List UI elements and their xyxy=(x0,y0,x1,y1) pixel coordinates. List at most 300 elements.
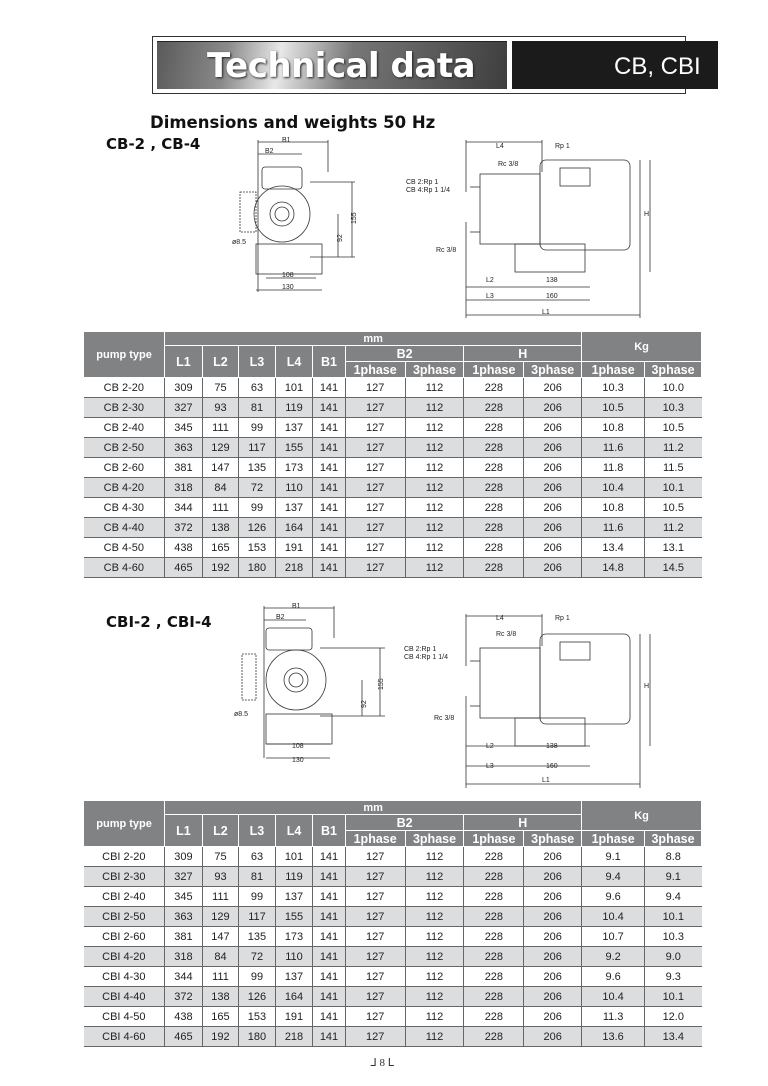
rp1-label: Rp 1 xyxy=(555,143,570,150)
cell-l4: 191 xyxy=(275,1007,313,1027)
cell-l3: 126 xyxy=(239,518,276,538)
cell-l4: 137 xyxy=(275,967,313,987)
cell-l1: 327 xyxy=(165,398,203,418)
cell-l1: 438 xyxy=(165,1007,203,1027)
cell-kg-1phase: 13.6 xyxy=(582,1027,645,1047)
col-kg-3phase: 3phase xyxy=(645,362,702,378)
cell-h-3phase: 206 xyxy=(524,538,582,558)
cell-pump-type: CB 2-30 xyxy=(84,398,165,418)
cell-b2-3phase: 112 xyxy=(405,1007,464,1027)
cell-b2-1phase: 127 xyxy=(345,1027,405,1047)
dim-h-label: H xyxy=(644,683,650,690)
cell-kg-1phase: 11.6 xyxy=(582,438,645,458)
cell-kg-1phase: 10.4 xyxy=(582,478,645,498)
cell-l3: 117 xyxy=(239,907,276,927)
cell-l2: 84 xyxy=(202,478,239,498)
cell-h-1phase: 228 xyxy=(464,907,524,927)
cell-b1: 141 xyxy=(313,867,345,887)
cell-h-3phase: 206 xyxy=(524,378,582,398)
table-row xyxy=(84,418,702,438)
cell-h-3phase: 206 xyxy=(524,498,582,518)
page-number: ᒧ 8 ᒪ xyxy=(370,1057,394,1069)
cell-l1: 344 xyxy=(165,967,203,987)
cell-b2-1phase: 127 xyxy=(345,418,405,438)
dim-h-label: H xyxy=(644,211,650,218)
cell-kg-3phase: 10.1 xyxy=(645,987,702,1007)
col-h-3phase: 3phase xyxy=(524,831,582,847)
cell-l4: 173 xyxy=(275,927,313,947)
cell-l4: 137 xyxy=(275,418,313,438)
col-l4: L4 xyxy=(275,815,313,847)
cell-l2: 111 xyxy=(202,887,239,907)
cell-h-1phase: 228 xyxy=(464,538,524,558)
cell-kg-3phase: 10.5 xyxy=(645,418,702,438)
dim-b2-label: B2 xyxy=(276,614,285,621)
cell-b2-1phase: 127 xyxy=(345,518,405,538)
table-row xyxy=(84,967,702,987)
col-kg-1phase: 1phase xyxy=(582,362,645,378)
cell-l1: 318 xyxy=(165,478,203,498)
rc38-top-label: Rc 3/8 xyxy=(496,631,517,638)
group-title-cb: CB-2 , CB-4 xyxy=(106,135,201,153)
cell-b1: 141 xyxy=(313,967,345,987)
cell-l4: 191 xyxy=(275,538,313,558)
dim-l1-label: L1 xyxy=(542,309,550,316)
cell-b1: 141 xyxy=(313,927,345,947)
cell-b1: 141 xyxy=(313,558,345,578)
col-b2-3phase: 3phase xyxy=(405,831,464,847)
table-row xyxy=(84,518,702,538)
dim-85-label: ø8.5 xyxy=(234,711,249,718)
cell-kg-3phase: 11.5 xyxy=(645,458,702,478)
table-row xyxy=(84,558,702,578)
dim-108-label: 108 xyxy=(292,743,304,750)
cell-l1: 318 xyxy=(165,947,203,967)
cell-b2-3phase: 112 xyxy=(405,558,464,578)
cell-h-1phase: 228 xyxy=(464,558,524,578)
col-pump-type: pump type xyxy=(84,332,165,378)
cell-kg-3phase: 9.1 xyxy=(645,867,702,887)
cell-l4: 218 xyxy=(275,1027,313,1047)
cell-kg-3phase: 10.5 xyxy=(645,498,702,518)
cell-l2: 147 xyxy=(202,927,239,947)
table-row xyxy=(84,907,702,927)
table-row xyxy=(84,927,702,947)
cell-b2-3phase: 112 xyxy=(405,847,464,867)
col-h-1phase: 1phase xyxy=(464,831,524,847)
cell-h-3phase: 206 xyxy=(524,927,582,947)
cell-l4: 110 xyxy=(275,478,313,498)
cell-b1: 141 xyxy=(313,1027,345,1047)
col-h-3phase: 3phase xyxy=(524,362,582,378)
table-row xyxy=(84,498,702,518)
cell-b2-1phase: 127 xyxy=(345,398,405,418)
table-row xyxy=(84,867,702,887)
table-row xyxy=(84,1027,702,1047)
rc38-bottom-label: Rc 3/8 xyxy=(436,247,457,254)
table-row xyxy=(84,378,702,398)
dim-155-label: 155 xyxy=(378,678,385,690)
cell-b2-1phase: 127 xyxy=(345,887,405,907)
cell-l4: 137 xyxy=(275,498,313,518)
dim-l2-label: L2 xyxy=(486,277,494,284)
col-kg: Kg xyxy=(582,332,702,362)
cell-pump-type: CB 4-40 xyxy=(84,518,165,538)
table-row xyxy=(84,887,702,907)
conn-cb2-label: CB 2:Rp 1 xyxy=(406,179,439,186)
cell-l2: 147 xyxy=(202,458,239,478)
dimensions-table-cbi xyxy=(83,800,702,1047)
cell-h-1phase: 228 xyxy=(464,987,524,1007)
cell-l2: 192 xyxy=(202,558,239,578)
cell-l4: 218 xyxy=(275,558,313,578)
cell-l3: 135 xyxy=(239,927,276,947)
cell-l3: 63 xyxy=(239,378,276,398)
cell-l2: 165 xyxy=(202,538,239,558)
col-b1: B1 xyxy=(313,346,345,378)
cell-kg-3phase: 10.3 xyxy=(645,398,702,418)
cell-h-1phase: 228 xyxy=(464,887,524,907)
dim-160-label: 160 xyxy=(546,293,558,300)
cell-b1: 141 xyxy=(313,947,345,967)
cell-b1: 141 xyxy=(313,887,345,907)
cell-b2-1phase: 127 xyxy=(345,458,405,478)
cell-kg-3phase: 11.2 xyxy=(645,438,702,458)
col-pump-type: pump type xyxy=(84,801,165,847)
cell-h-3phase: 206 xyxy=(524,987,582,1007)
cell-h-3phase: 206 xyxy=(524,1007,582,1027)
cell-l4: 137 xyxy=(275,887,313,907)
cell-h-3phase: 206 xyxy=(524,418,582,438)
cell-l1: 465 xyxy=(165,558,203,578)
cell-kg-3phase: 12.0 xyxy=(645,1007,702,1027)
cell-kg-3phase: 9.3 xyxy=(645,967,702,987)
col-b2: B2 xyxy=(345,815,464,831)
cell-h-3phase: 206 xyxy=(524,398,582,418)
cell-l1: 345 xyxy=(165,418,203,438)
cell-l3: 99 xyxy=(239,498,276,518)
cell-b2-1phase: 127 xyxy=(345,538,405,558)
group-title-cbi: CBI-2 , CBI-4 xyxy=(106,613,212,631)
cell-kg-3phase: 10.0 xyxy=(645,378,702,398)
cell-b2-3phase: 112 xyxy=(405,887,464,907)
cell-b2-1phase: 127 xyxy=(345,378,405,398)
cell-b2-1phase: 127 xyxy=(345,967,405,987)
col-b2-3phase: 3phase xyxy=(405,362,464,378)
cell-l3: 135 xyxy=(239,458,276,478)
table-row xyxy=(84,438,702,458)
table-row xyxy=(84,987,702,1007)
dim-108-label: 108 xyxy=(282,272,294,279)
cell-h-3phase: 206 xyxy=(524,867,582,887)
cell-l3: 117 xyxy=(239,438,276,458)
cell-l1: 327 xyxy=(165,867,203,887)
cell-kg-3phase: 9.0 xyxy=(645,947,702,967)
cell-h-1phase: 228 xyxy=(464,1027,524,1047)
dim-130-label: 130 xyxy=(292,757,304,764)
cell-kg-1phase: 9.6 xyxy=(582,887,645,907)
cell-b2-1phase: 127 xyxy=(345,867,405,887)
cell-pump-type: CBI 4-40 xyxy=(84,987,165,1007)
cell-l1: 345 xyxy=(165,887,203,907)
cell-h-1phase: 228 xyxy=(464,478,524,498)
cell-l2: 192 xyxy=(202,1027,239,1047)
dim-160-label: 160 xyxy=(546,763,558,770)
cell-l2: 111 xyxy=(202,498,239,518)
cell-kg-3phase: 8.8 xyxy=(645,847,702,867)
dim-92-label: 92 xyxy=(361,700,368,708)
cell-l1: 465 xyxy=(165,1027,203,1047)
conn-cb4-label: CB 4:Rp 1 1/4 xyxy=(404,654,448,661)
cell-pump-type: CB 2-60 xyxy=(84,458,165,478)
cell-h-1phase: 228 xyxy=(464,1007,524,1027)
cell-b2-3phase: 112 xyxy=(405,1027,464,1047)
cell-l1: 372 xyxy=(165,987,203,1007)
cell-l3: 72 xyxy=(239,478,276,498)
rc38-bottom-label: Rc 3/8 xyxy=(434,715,455,722)
table-row xyxy=(84,847,702,867)
rp1-label: Rp 1 xyxy=(555,615,570,622)
cell-kg-1phase: 9.6 xyxy=(582,967,645,987)
cell-kg-3phase: 13.1 xyxy=(645,538,702,558)
cell-b1: 141 xyxy=(313,398,345,418)
cell-h-1phase: 228 xyxy=(464,967,524,987)
cell-h-3phase: 206 xyxy=(524,887,582,907)
dim-l2-label: L2 xyxy=(486,743,494,750)
cell-pump-type: CBI 2-20 xyxy=(84,847,165,867)
cell-kg-3phase: 13.4 xyxy=(645,1027,702,1047)
cell-kg-3phase: 10.1 xyxy=(645,907,702,927)
cell-pump-type: CBI 2-60 xyxy=(84,927,165,947)
front-view-drawing-cbi xyxy=(220,598,390,768)
cell-pump-type: CB 4-30 xyxy=(84,498,165,518)
cell-b2-3phase: 112 xyxy=(405,398,464,418)
side-view-drawing-cb xyxy=(400,132,670,322)
col-mm: mm xyxy=(165,332,582,346)
cell-b1: 141 xyxy=(313,847,345,867)
cell-l2: 138 xyxy=(202,518,239,538)
dim-l1-label: L1 xyxy=(542,777,550,784)
cell-h-1phase: 228 xyxy=(464,518,524,538)
cell-kg-1phase: 9.4 xyxy=(582,867,645,887)
cell-pump-type: CBI 4-60 xyxy=(84,1027,165,1047)
cell-kg-1phase: 13.4 xyxy=(582,538,645,558)
cell-l3: 72 xyxy=(239,947,276,967)
cell-pump-type: CBI 2-40 xyxy=(84,887,165,907)
dim-l4-label: L4 xyxy=(496,615,504,622)
cell-b2-3phase: 112 xyxy=(405,967,464,987)
cell-b2-3phase: 112 xyxy=(405,947,464,967)
cell-kg-1phase: 10.4 xyxy=(582,907,645,927)
cell-b2-3phase: 112 xyxy=(405,378,464,398)
cell-l1: 344 xyxy=(165,498,203,518)
col-l1: L1 xyxy=(165,346,203,378)
cell-l4: 173 xyxy=(275,458,313,478)
cell-kg-3phase: 14.5 xyxy=(645,558,702,578)
cell-b2-3phase: 112 xyxy=(405,867,464,887)
cell-h-3phase: 206 xyxy=(524,458,582,478)
cell-b1: 141 xyxy=(313,438,345,458)
col-l1: L1 xyxy=(165,815,203,847)
table-body-cbi xyxy=(84,847,702,1047)
dim-92-label: 92 xyxy=(337,234,344,242)
page-title: Technical data xyxy=(207,46,476,86)
col-l2: L2 xyxy=(202,346,239,378)
cell-pump-type: CBI 4-20 xyxy=(84,947,165,967)
cell-b2-3phase: 112 xyxy=(405,538,464,558)
cell-b2-3phase: 112 xyxy=(405,418,464,438)
cell-l3: 81 xyxy=(239,867,276,887)
cell-b2-3phase: 112 xyxy=(405,458,464,478)
cell-kg-1phase: 14.8 xyxy=(582,558,645,578)
cell-b1: 141 xyxy=(313,987,345,1007)
cell-h-1phase: 228 xyxy=(464,867,524,887)
cell-pump-type: CBI 4-50 xyxy=(84,1007,165,1027)
cell-b2-1phase: 127 xyxy=(345,907,405,927)
table-row xyxy=(84,538,702,558)
cell-l4: 164 xyxy=(275,518,313,538)
cell-l4: 101 xyxy=(275,847,313,867)
cell-l4: 110 xyxy=(275,947,313,967)
table-row xyxy=(84,478,702,498)
side-view-drawing-cbi xyxy=(400,606,670,791)
cell-kg-1phase: 10.3 xyxy=(582,378,645,398)
rc38-top-label: Rc 3/8 xyxy=(498,161,519,168)
cell-kg-3phase: 10.1 xyxy=(645,478,702,498)
cell-l3: 153 xyxy=(239,538,276,558)
cell-kg-1phase: 11.6 xyxy=(582,518,645,538)
col-l4: L4 xyxy=(275,346,313,378)
cell-b2-1phase: 127 xyxy=(345,478,405,498)
cell-b2-1phase: 127 xyxy=(345,558,405,578)
cell-kg-1phase: 11.8 xyxy=(582,458,645,478)
cell-l1: 381 xyxy=(165,458,203,478)
cell-l2: 75 xyxy=(202,378,239,398)
cell-b1: 141 xyxy=(313,538,345,558)
cell-pump-type: CBI 2-30 xyxy=(84,867,165,887)
table-row xyxy=(84,398,702,418)
cell-b1: 141 xyxy=(313,518,345,538)
cell-l3: 99 xyxy=(239,967,276,987)
table-body-cb xyxy=(84,378,702,578)
cell-kg-1phase: 10.8 xyxy=(582,418,645,438)
cell-l2: 93 xyxy=(202,867,239,887)
dim-155-label: 155 xyxy=(351,212,358,224)
cell-l1: 309 xyxy=(165,378,203,398)
cell-b1: 141 xyxy=(313,1007,345,1027)
cell-l3: 180 xyxy=(239,558,276,578)
cell-b1: 141 xyxy=(313,378,345,398)
cell-b2-3phase: 112 xyxy=(405,927,464,947)
dim-130-label: 130 xyxy=(282,284,294,291)
col-l3: L3 xyxy=(239,346,276,378)
cell-b1: 141 xyxy=(313,458,345,478)
cell-l2: 138 xyxy=(202,987,239,1007)
dim-l4-label: L4 xyxy=(496,143,504,150)
cell-kg-1phase: 9.1 xyxy=(582,847,645,867)
cell-b1: 141 xyxy=(313,418,345,438)
cell-l2: 129 xyxy=(202,438,239,458)
cell-kg-1phase: 10.4 xyxy=(582,987,645,1007)
front-view-drawing-cb xyxy=(220,132,370,297)
cell-b2-1phase: 127 xyxy=(345,927,405,947)
table-row xyxy=(84,1007,702,1027)
cell-b2-1phase: 127 xyxy=(345,438,405,458)
dim-138-label: 138 xyxy=(546,743,558,750)
col-h: H xyxy=(464,346,582,362)
cell-l4: 164 xyxy=(275,987,313,1007)
cell-h-1phase: 228 xyxy=(464,438,524,458)
cell-h-3phase: 206 xyxy=(524,1027,582,1047)
col-l3: L3 xyxy=(239,815,276,847)
col-h: H xyxy=(464,815,582,831)
conn-cb2-label: CB 2:Rp 1 xyxy=(404,646,437,653)
cell-l3: 99 xyxy=(239,887,276,907)
cell-pump-type: CB 4-50 xyxy=(84,538,165,558)
table-row xyxy=(84,947,702,967)
cell-kg-3phase: 10.3 xyxy=(645,927,702,947)
col-b2-1phase: 1phase xyxy=(345,831,405,847)
cell-b2-3phase: 112 xyxy=(405,478,464,498)
cell-kg-1phase: 10.8 xyxy=(582,498,645,518)
col-kg: Kg xyxy=(582,801,702,831)
cell-l4: 155 xyxy=(275,907,313,927)
cell-l4: 101 xyxy=(275,378,313,398)
cell-pump-type: CB 4-20 xyxy=(84,478,165,498)
cell-l2: 129 xyxy=(202,907,239,927)
cell-b2-3phase: 112 xyxy=(405,518,464,538)
cell-h-3phase: 206 xyxy=(524,438,582,458)
cell-h-1phase: 228 xyxy=(464,458,524,478)
dim-l3-label: L3 xyxy=(486,763,494,770)
cell-b2-3phase: 112 xyxy=(405,987,464,1007)
col-kg-1phase: 1phase xyxy=(582,831,645,847)
cell-h-3phase: 206 xyxy=(524,847,582,867)
dim-b2-label: B2 xyxy=(265,148,274,155)
col-kg-3phase: 3phase xyxy=(645,831,702,847)
cell-l1: 438 xyxy=(165,538,203,558)
cell-b2-3phase: 112 xyxy=(405,498,464,518)
cell-l3: 126 xyxy=(239,987,276,1007)
col-mm: mm xyxy=(165,801,582,815)
cell-l2: 84 xyxy=(202,947,239,967)
cell-l3: 180 xyxy=(239,1027,276,1047)
cell-l2: 75 xyxy=(202,847,239,867)
dim-l3-label: L3 xyxy=(486,293,494,300)
cell-l3: 63 xyxy=(239,847,276,867)
cell-h-1phase: 228 xyxy=(464,418,524,438)
cell-l2: 93 xyxy=(202,398,239,418)
cell-kg-3phase: 11.2 xyxy=(645,518,702,538)
cell-h-3phase: 206 xyxy=(524,478,582,498)
cell-h-3phase: 206 xyxy=(524,967,582,987)
cell-pump-type: CB 2-50 xyxy=(84,438,165,458)
cell-l1: 381 xyxy=(165,927,203,947)
cell-l1: 363 xyxy=(165,438,203,458)
cell-l1: 309 xyxy=(165,847,203,867)
cell-h-1phase: 228 xyxy=(464,378,524,398)
cell-h-3phase: 206 xyxy=(524,907,582,927)
cell-l1: 372 xyxy=(165,518,203,538)
product-code: CB, CBI xyxy=(614,53,701,80)
dim-85-label: ø8.5 xyxy=(232,239,247,246)
cell-pump-type: CB 2-20 xyxy=(84,378,165,398)
cell-l3: 99 xyxy=(239,418,276,438)
cell-b2-1phase: 127 xyxy=(345,987,405,1007)
cell-kg-1phase: 10.7 xyxy=(582,927,645,947)
cell-l2: 165 xyxy=(202,1007,239,1027)
table-row xyxy=(84,458,702,478)
